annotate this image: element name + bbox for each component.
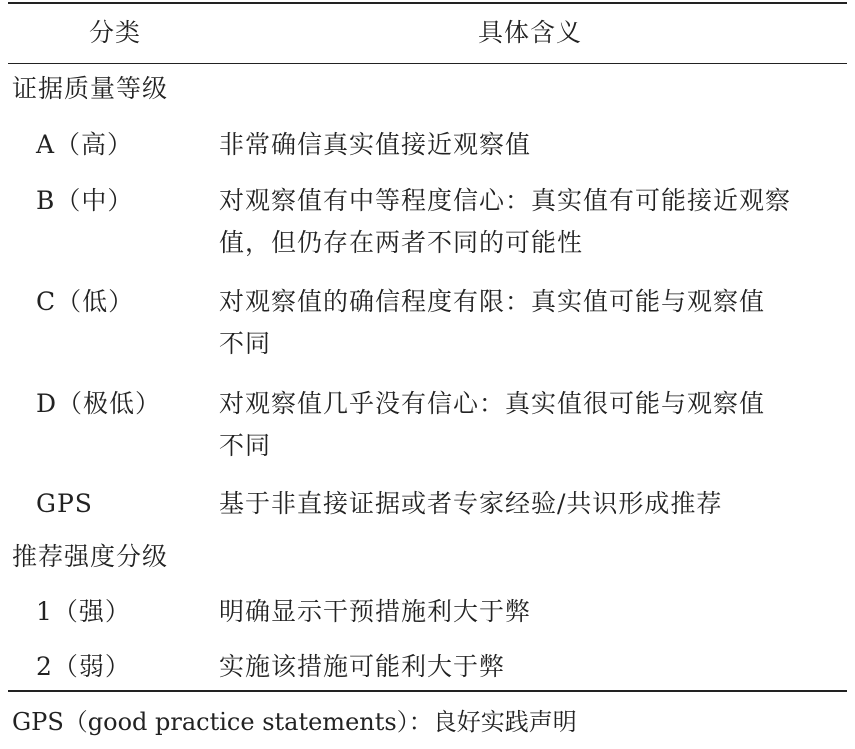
row-meaning-c-line1: 对观察值的确信程度有限：真实值可能与观察值 xyxy=(219,287,766,316)
row-meaning-gps: 基于非直接证据或者专家经验/共识形成推荐 xyxy=(219,489,723,518)
row-meaning-strong: 明确显示干预措施利大于弊 xyxy=(219,597,532,626)
row-category-c: C（低） xyxy=(36,287,135,316)
table-bottom-rule xyxy=(8,690,847,692)
row-meaning-b-line1: 对观察值有中等程度信心：真实值有可能接近观察 xyxy=(219,186,792,215)
row-category-b: B（中） xyxy=(36,186,134,215)
row-meaning-d-line1: 对观察值几乎没有信心：真实值很可能与观察值 xyxy=(219,389,766,418)
row-meaning-b-line2: 值，但仍存在两者不同的可能性 xyxy=(219,228,584,257)
row-category-gps: GPS xyxy=(36,489,93,518)
row-category-d: D（极低） xyxy=(36,389,162,418)
row-meaning-weak: 实施该措施可能利大于弊 xyxy=(219,652,506,681)
row-meaning-c-line2: 不同 xyxy=(219,329,272,358)
section-title-recommendation-strength: 推荐强度分级 xyxy=(12,542,169,571)
footnote: GPS（good practice statements）：良好实践声明 xyxy=(12,708,577,736)
header-category: 分类 xyxy=(88,18,141,47)
row-meaning-d-line2: 不同 xyxy=(219,431,272,460)
section-title-evidence-quality: 证据质量等级 xyxy=(12,74,169,103)
table-header-rule xyxy=(8,63,847,64)
header-meaning: 具体含义 xyxy=(477,18,582,47)
row-category-weak: 2（弱） xyxy=(36,652,131,681)
row-meaning-a: 非常确信真实值接近观察值 xyxy=(219,130,532,159)
row-category-strong: 1（强） xyxy=(36,597,131,626)
table-top-rule xyxy=(8,2,847,4)
row-category-a: A（高） xyxy=(36,130,134,159)
